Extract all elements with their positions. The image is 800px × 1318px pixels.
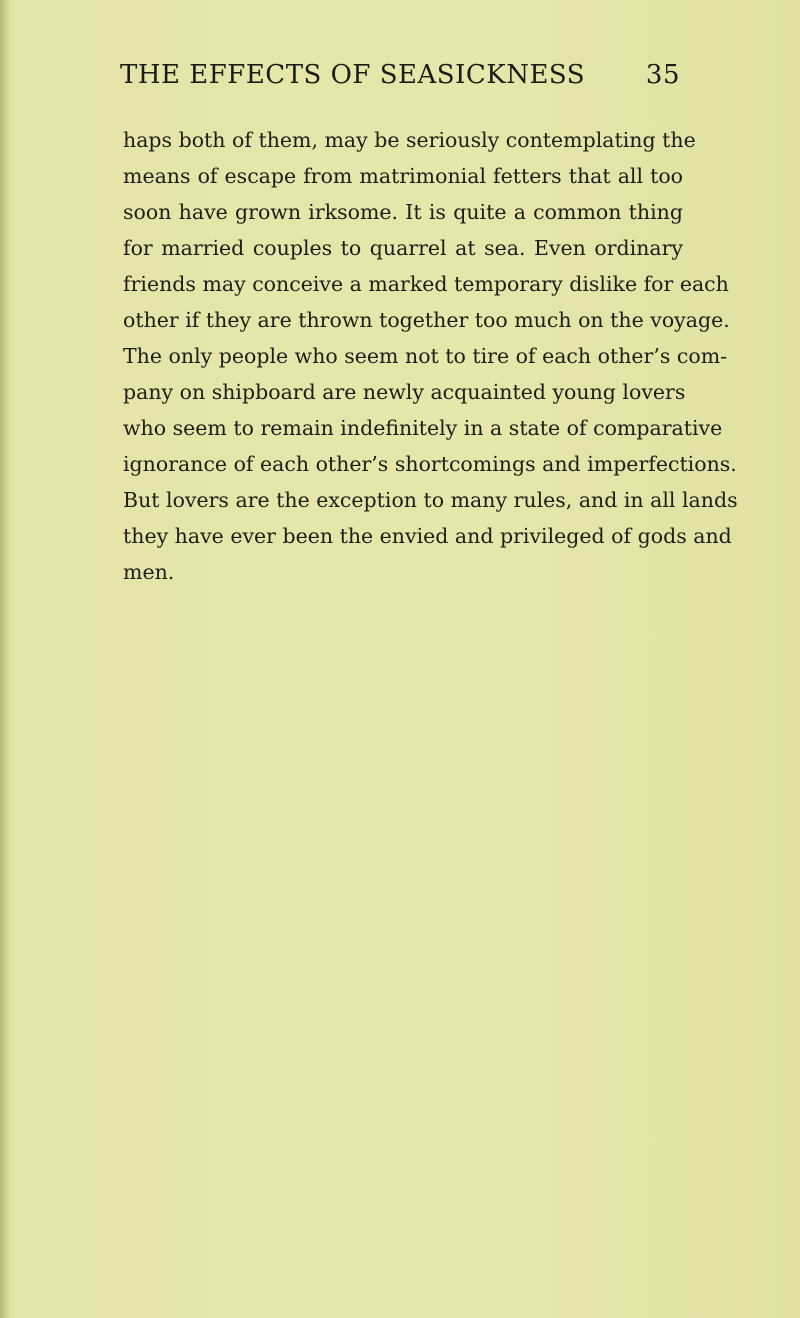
text-line: The only people who seem not to tire of each other’s com-	[123, 344, 728, 368]
binding-shadow	[0, 0, 10, 1318]
page-number: 35	[645, 60, 680, 90]
text-line: they have ever been the envied and privileged of gods and	[123, 524, 732, 548]
text-line: soon have grown irksome. It is quite a common thing	[123, 200, 683, 224]
text-line: ignorance of each other’s shortcomings and imperfections.	[123, 452, 737, 476]
text-line: But lovers are the exception to many rules, and in all lands	[123, 488, 738, 512]
running-head	[120, 60, 680, 100]
paragraph	[123, 122, 738, 590]
text-line: pany on shipboard are newly acquainted young lovers	[123, 380, 686, 404]
text-line: haps both of them, may be seriously contemplating the	[123, 128, 696, 152]
text-line: who seem to remain indefinitely in a state of comparative	[123, 416, 723, 440]
text-line: means of escape from matrimonial fetters that all too	[123, 164, 683, 188]
text-line: other if they are thrown together too much on the voyage.	[123, 308, 730, 332]
text-line: for married couples to quarrel at sea. Even ordinary	[123, 236, 683, 260]
text-line: men.	[123, 560, 175, 584]
text-line: friends may conceive a marked temporary dislike for each	[123, 272, 729, 296]
running-head-title: THE EFFECTS OF SEASICKNESS	[120, 60, 586, 90]
